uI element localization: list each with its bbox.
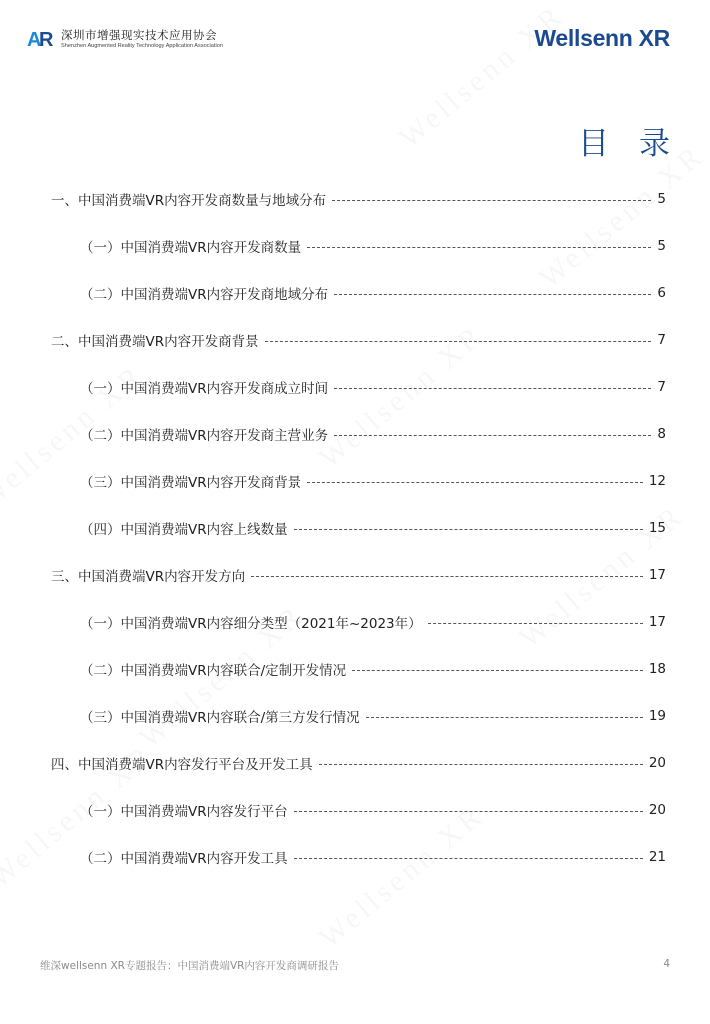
toc-entry-page: 19 — [648, 708, 666, 724]
toc-entry-label: （三）中国消费端VR内容联合/第三方发行情况 — [80, 710, 360, 726]
watermark — [393, 0, 571, 156]
association-name-en: Shenzhen Augmented Reality Technology Application Association — [61, 42, 223, 49]
toc-dot-leader — [294, 529, 643, 530]
toc-entry-label: （一）中国消费端VR内容细分类型（2021年~2023年） — [80, 616, 422, 632]
toc-dot-leader — [334, 294, 651, 295]
association-logo — [27, 28, 223, 52]
toc-entry-page: 15 — [648, 520, 666, 536]
toc-entry-label: （四）中国消费端VR内容上线数量 — [80, 522, 288, 538]
toc-entry[interactable] — [80, 611, 666, 633]
footer-page-number: 4 — [663, 958, 670, 970]
toc-entry[interactable] — [80, 376, 666, 398]
association-name-cn: 深圳市增强现实技术应用协会 — [61, 28, 217, 43]
toc-entry[interactable] — [80, 658, 666, 680]
toc-entry-label: （一）中国消费端VR内容发行平台 — [80, 804, 288, 820]
toc-entry-page: 21 — [648, 849, 666, 865]
toc-entry-page: 7 — [657, 332, 666, 348]
toc-entry-page: 12 — [648, 473, 666, 489]
toc-entry-label: （三）中国消费端VR内容开发商背景 — [80, 475, 302, 491]
toc-entry-label: （二）中国消费端VR内容开发商地域分布 — [80, 287, 329, 303]
toc-entry[interactable] — [51, 564, 666, 586]
ar-logo-icon: A R — [27, 29, 54, 51]
toc-dot-leader — [428, 623, 643, 624]
toc-entry-page: 6 — [657, 285, 666, 301]
toc-entry[interactable] — [51, 329, 666, 351]
toc-entry-page: 8 — [657, 426, 666, 442]
toc-entry-label: （一）中国消费端VR内容开发商成立时间 — [80, 381, 329, 397]
toc-dot-leader — [334, 388, 651, 389]
toc-entry-page: 5 — [657, 238, 666, 254]
toc-entry[interactable] — [80, 705, 666, 727]
toc-entry[interactable] — [80, 235, 666, 257]
toc-entry-page: 17 — [648, 614, 666, 630]
toc-dot-leader — [294, 811, 643, 812]
page-title: 目录 — [578, 126, 700, 162]
toc-entry-label: （二）中国消费端VR内容联合/定制开发情况 — [80, 663, 347, 679]
toc-dot-leader — [352, 670, 643, 671]
toc-dot-leader — [366, 717, 643, 718]
toc-entry-label: 一、中国消费端VR内容开发商数量与地域分布 — [51, 193, 327, 209]
toc-entry[interactable] — [80, 799, 666, 821]
toc-entry-label: （二）中国消费端VR内容开发商主营业务 — [80, 428, 329, 444]
footer-report-title: 维深wellsenn XR专题报告：中国消费端VR内容开发商调研报告 — [40, 960, 339, 972]
toc-entry-page: 20 — [648, 802, 666, 818]
toc-entry-page: 7 — [657, 379, 666, 395]
toc-dot-leader — [332, 200, 651, 201]
toc-dot-leader — [294, 858, 643, 859]
toc-entry-page: 20 — [648, 755, 666, 771]
toc-entry-label: 二、中国消费端VR内容开发商背景 — [51, 334, 259, 350]
toc-entry[interactable] — [80, 423, 666, 445]
toc-entry[interactable] — [80, 470, 666, 492]
watermark — [313, 798, 491, 955]
toc-dot-leader — [265, 341, 652, 342]
toc-dot-leader — [334, 435, 651, 436]
toc-entry[interactable] — [80, 846, 666, 868]
toc-entry-page: 18 — [648, 661, 666, 677]
toc-entry-label: （二）中国消费端VR内容开发工具 — [80, 851, 288, 867]
wellsenn-logo: Wellsenn XR — [534, 25, 670, 51]
toc-dot-leader — [307, 482, 643, 483]
toc-entry[interactable] — [51, 752, 666, 774]
toc-dot-leader — [319, 764, 643, 765]
toc-entry-label: 四、中国消费端VR内容发行平台及开发工具 — [51, 757, 313, 773]
toc-dot-leader — [251, 576, 643, 577]
toc-entry-page: 17 — [648, 567, 666, 583]
toc-entry[interactable] — [80, 517, 666, 539]
toc-entry-label: （一）中国消费端VR内容开发商数量 — [80, 240, 302, 256]
toc-dot-leader — [307, 247, 651, 248]
toc-entry[interactable] — [51, 188, 666, 210]
toc-entry[interactable] — [80, 282, 666, 304]
toc-entry-page: 5 — [657, 191, 666, 207]
toc-entry-label: 三、中国消费端VR内容开发方向 — [51, 569, 246, 585]
